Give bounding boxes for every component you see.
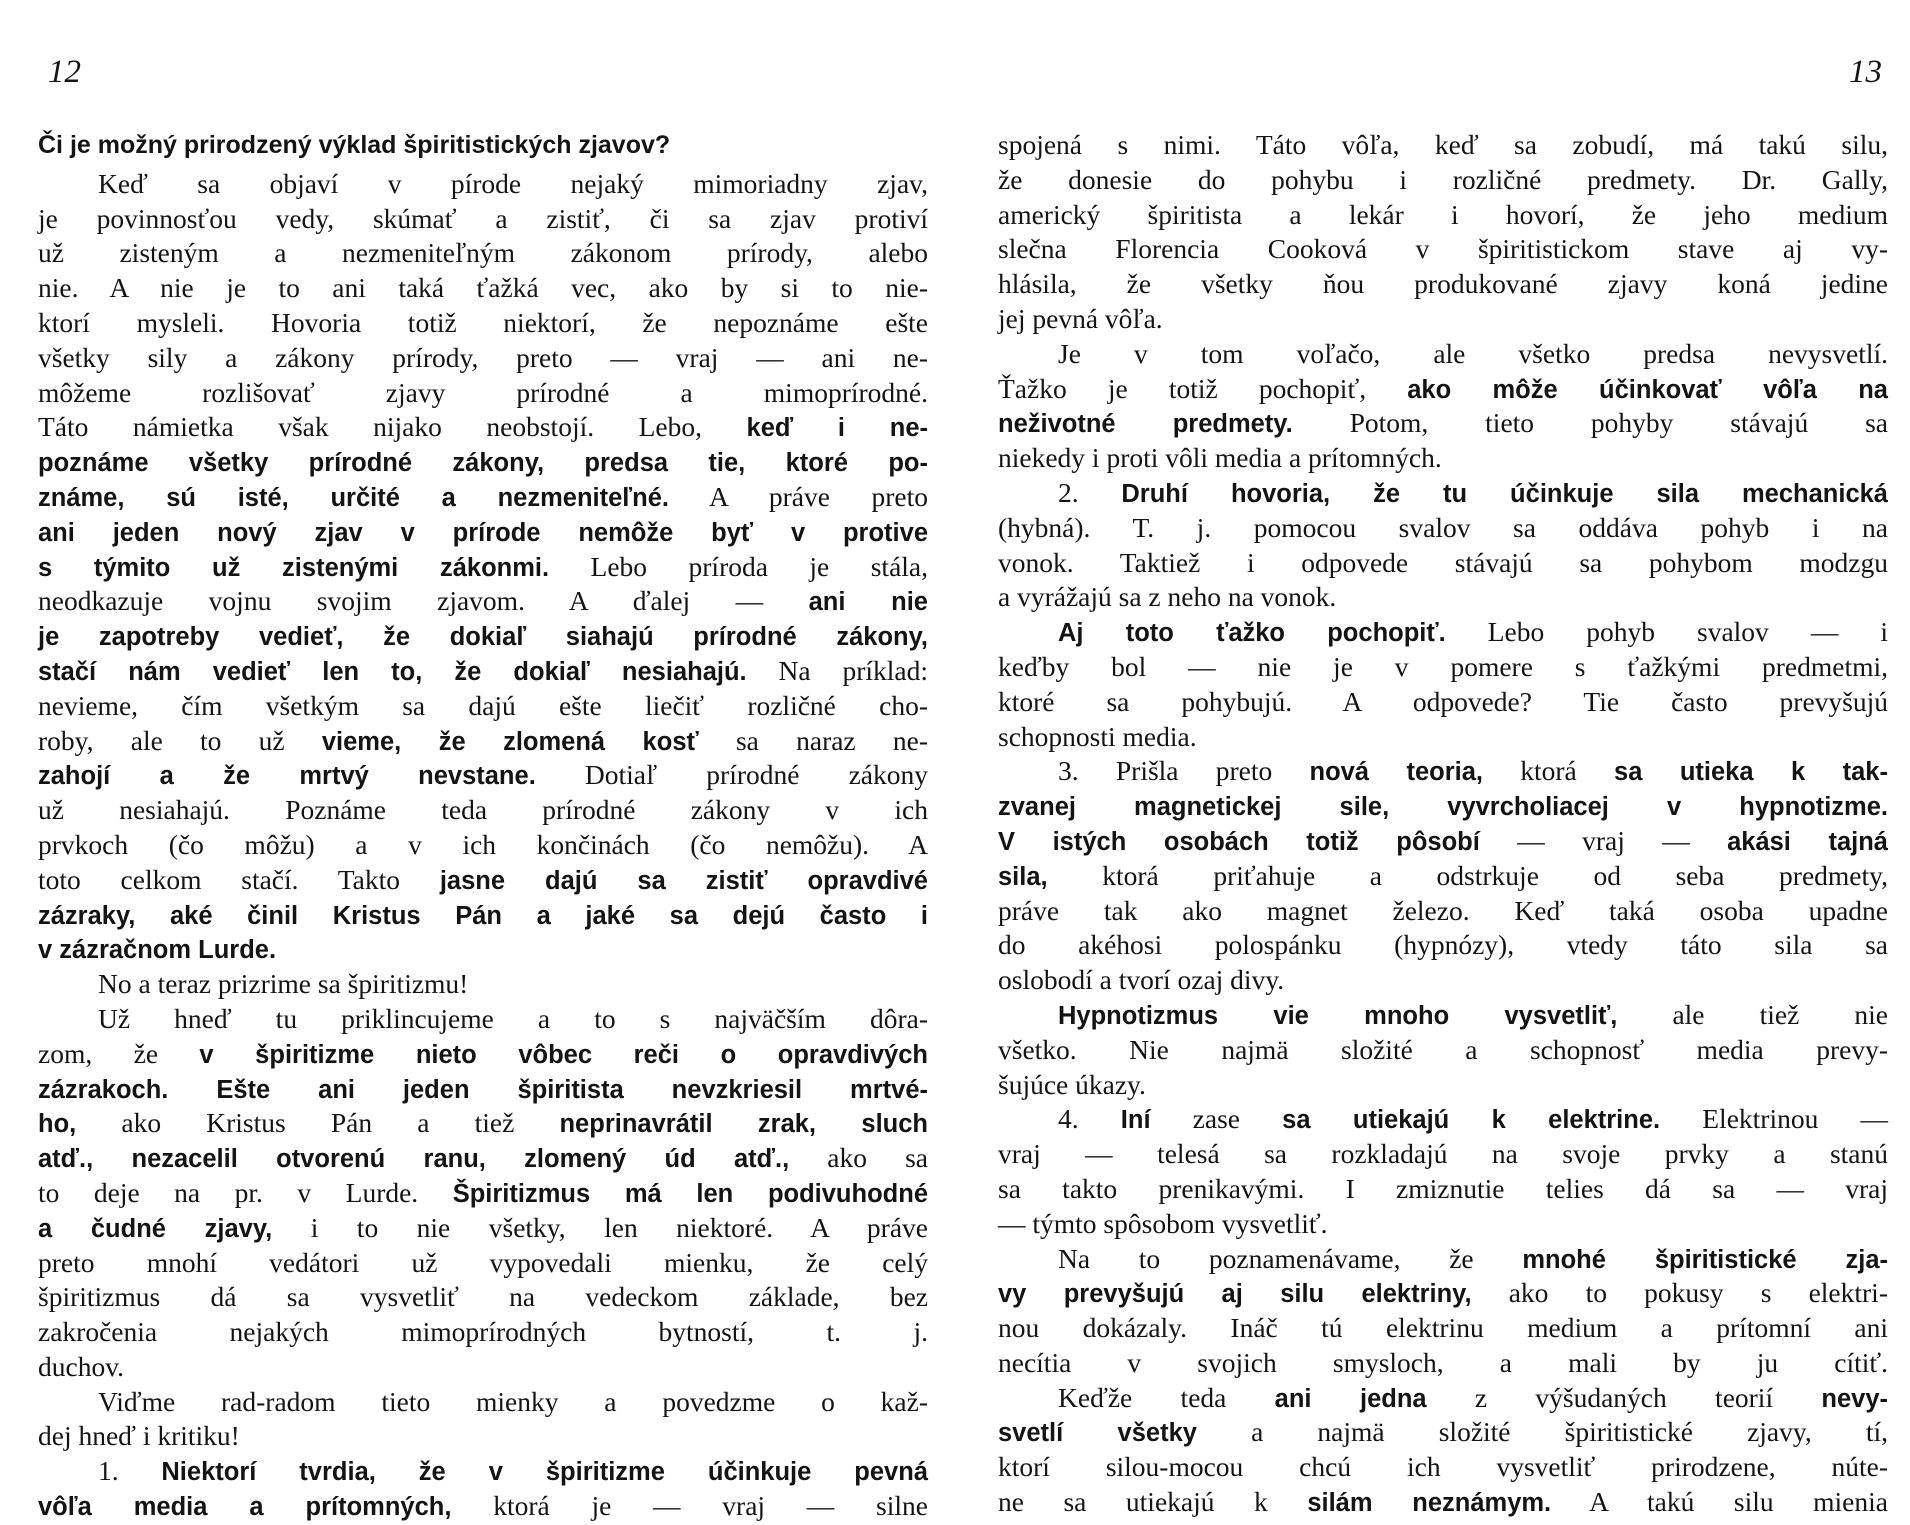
text-segment: ktorí mysleli. Hovoria totiž niektorí, že nepoznáme ešte xyxy=(38,306,928,338)
text-segment: zakročenia nejakých mimoprírodných bytností, t. j. xyxy=(38,1316,928,1348)
text-line xyxy=(998,1415,1888,1450)
right-text-lines xyxy=(998,128,1888,1520)
text-line xyxy=(998,859,1888,894)
text-segment: už nesiahajú. Poznáme teda prírodné zákony v ich xyxy=(38,794,928,826)
text-segment: Lebo pohyb svalov — i xyxy=(1445,616,1888,648)
right-page-text xyxy=(998,128,1888,1520)
text-line xyxy=(998,615,1888,650)
text-segment: je zapotreby vedieť, že dokiaľ siahajú prírodné zákony, xyxy=(38,623,928,652)
text-segment: nie. A nie je to ani taká ťažká vec, ako by si to nie- xyxy=(38,272,928,304)
text-line xyxy=(998,163,1888,198)
text-line xyxy=(38,1350,928,1385)
text-segment: Už hneď tu priklincujeme a to s najväčším dôra- xyxy=(98,1002,928,1034)
text-line xyxy=(998,1381,1888,1416)
text-segment: Aj toto ťažko pochopiť. xyxy=(1058,619,1446,648)
text-segment: toto celkom stačí. Takto xyxy=(38,863,440,895)
text-segment: keďby bol — nie je v pomere s ťažkými predmetmi, xyxy=(998,650,1888,682)
text-segment: sila, xyxy=(998,862,1048,891)
text-segment: zom, že xyxy=(38,1037,200,1069)
text-line xyxy=(38,376,928,411)
text-line xyxy=(38,967,928,1002)
text-line xyxy=(38,202,928,237)
text-line xyxy=(998,580,1888,615)
text-line xyxy=(998,232,1888,267)
text-line xyxy=(998,128,1888,163)
text-line xyxy=(998,1207,1888,1242)
text-line xyxy=(38,1454,928,1489)
text-segment: Iní xyxy=(1120,1106,1151,1135)
text-segment: V istých osobách totiž pôsobí xyxy=(998,827,1480,856)
text-segment: špiritizmus dá sa vysvetliť na vedeckom základe, bez xyxy=(38,1281,928,1313)
text-segment: Niektorí tvrdia, že v špiritizme účinkuje pevná xyxy=(161,1458,928,1487)
text-line xyxy=(998,1033,1888,1068)
text-segment: Potom, tieto pohyby stávajú sa xyxy=(1292,407,1888,439)
text-segment: prvkoch (čo môžu) a v ich končinách (čo nemôžu). A xyxy=(38,828,928,860)
text-line xyxy=(38,1419,928,1454)
text-segment: ktorí silou-mocou chcú ich vysvetliť prirodzene, núte- xyxy=(998,1451,1888,1483)
text-segment: slečna Florencia Cooková v špiritistickom stave aj vy- xyxy=(998,233,1888,265)
text-segment: — týmto spôsobom vysvetliť. xyxy=(998,1207,1328,1239)
text-line xyxy=(38,932,928,967)
left-page xyxy=(38,0,929,1522)
text-segment: ako sa xyxy=(789,1142,929,1174)
right-page xyxy=(998,0,1889,1518)
text-segment: do akéhosi polospánku (hypnózy), vtedy táto sila sa xyxy=(998,929,1888,961)
text-segment: A takú silu mienia xyxy=(1551,1486,1888,1518)
text-segment: atď., nezacelil otvorenú ranu, zlomený úd atď., xyxy=(38,1145,790,1174)
text-segment: ani nie xyxy=(808,588,928,617)
text-line xyxy=(38,410,928,445)
text-segment: neprinavrátil zrak, sluch xyxy=(559,1110,928,1139)
text-segment: Keď sa objaví v pírode nejaký mimoriadny zjav, xyxy=(98,167,928,199)
text-segment: ho, xyxy=(38,1110,77,1139)
left-page-text xyxy=(38,128,928,1524)
text-line xyxy=(38,1280,928,1315)
text-segment: preto mnohí vedátori už vypovedali mienku, že celý xyxy=(38,1246,928,1278)
text-line xyxy=(998,302,1888,337)
text-segment: dej hneď i kritiku! xyxy=(38,1420,240,1452)
text-segment: nová teoria, xyxy=(1309,758,1484,787)
text-segment: 4. xyxy=(1058,1103,1121,1135)
text-segment: hlásila, že všetky ňou produkované zjavy koná jedine xyxy=(998,268,1888,300)
text-line xyxy=(38,480,928,515)
text-segment: zázrakoch. Ešte ani jeden špiritista nevzkriesil mrtvé- xyxy=(38,1075,928,1104)
text-segment: z výšudaných teorií xyxy=(1426,1381,1822,1413)
text-line xyxy=(998,267,1888,302)
text-segment: jasne dajú sa zistiť opravdivé xyxy=(439,866,928,895)
text-line xyxy=(998,1068,1888,1103)
text-line xyxy=(38,793,928,828)
page-number: 12 xyxy=(48,54,81,90)
text-line xyxy=(998,720,1888,755)
text-segment: mnohé špiritistické zja- xyxy=(1522,1245,1888,1274)
text-segment: poznáme všetky prírodné zákony, predsa tie, ktoré po- xyxy=(38,449,928,478)
text-line xyxy=(998,1276,1888,1311)
text-line xyxy=(38,1315,928,1350)
text-segment: v špiritizme nieto vôbec reči o opravdivých xyxy=(199,1040,928,1069)
text-line xyxy=(998,824,1888,859)
text-segment: ako môže účinkovať vôľa na xyxy=(1407,375,1888,404)
text-segment: Viďme rad-radom tieto mienky a povedzme o kaž- xyxy=(98,1385,928,1417)
text-line xyxy=(998,1346,1888,1381)
text-line xyxy=(38,1141,928,1176)
text-line xyxy=(998,1137,1888,1172)
text-line xyxy=(38,1176,928,1211)
text-line xyxy=(38,898,928,933)
text-segment: ale tiež nie xyxy=(1617,998,1889,1030)
text-line xyxy=(998,1450,1888,1485)
text-line xyxy=(38,619,928,654)
text-line xyxy=(38,758,928,793)
text-line xyxy=(998,685,1888,720)
text-segment: oslobodí a tvorí ozaj divy. xyxy=(998,964,1285,996)
text-segment: ktorá priťahuje a odstrkuje od seba predmety, xyxy=(1047,859,1888,891)
text-line xyxy=(998,963,1888,998)
text-line xyxy=(38,1489,928,1524)
text-line xyxy=(38,828,928,863)
text-segment: Druhí hovoria, že tu účinkuje sila mechanická xyxy=(1121,479,1888,508)
text-segment: s týmito už zistenými zákonmi. xyxy=(38,553,550,582)
text-line xyxy=(38,1106,928,1141)
text-segment: Je v tom voľačo, ale všetko predsa nevysvetlí. xyxy=(1058,337,1888,369)
text-line xyxy=(998,1242,1888,1277)
text-line xyxy=(998,198,1888,233)
text-segment: je povinnosťou vedy, skúmať a zistiť, či sa zjav protiví xyxy=(38,202,928,234)
text-line xyxy=(998,476,1888,511)
text-segment: práve tak ako magnet železo. Keď taká osoba upadne xyxy=(998,894,1888,926)
text-segment: Lebo príroda je stála, xyxy=(549,550,928,582)
text-line xyxy=(998,337,1888,372)
text-segment: Táto námietka však nijako neobstojí. Lebo, xyxy=(38,411,747,443)
text-segment: akási tajná xyxy=(1727,827,1888,856)
text-segment: vôľa media a prítomných, xyxy=(38,1493,452,1522)
text-segment: že donesie do pohybu i rozličné predmety. Dr. Gally, xyxy=(998,163,1888,195)
text-segment: Ťažko je totiž pochopiť, xyxy=(998,372,1408,404)
text-segment: Hypnotizmus vie mnoho vysvetliť, xyxy=(1058,1001,1618,1030)
text-line xyxy=(998,546,1888,581)
text-segment: sa utieka k tak- xyxy=(1614,758,1888,787)
text-segment: sa takto prenikavými. I zmiznutie telies dá sa — vraj xyxy=(998,1172,1888,1204)
text-segment: sa naraz ne- xyxy=(698,724,928,756)
text-line xyxy=(38,1002,928,1037)
text-segment: ani jeden nový zjav v prírode nemôže byť v protive xyxy=(38,518,928,547)
text-line xyxy=(998,998,1888,1033)
text-segment: Elektrinou — xyxy=(1660,1103,1888,1135)
text-segment: ako to pokusy s elektri- xyxy=(1471,1277,1888,1309)
text-segment: všetko. Nie najmä složité a schopnosť media prevy- xyxy=(998,1033,1888,1065)
text-line xyxy=(38,167,928,202)
text-line xyxy=(38,1072,928,1107)
text-line xyxy=(38,271,928,306)
text-segment: to deje na pr. v Lurde. xyxy=(38,1176,453,1208)
text-line xyxy=(38,584,928,619)
text-segment: všetky sily a zákony prírody, preto — vraj — ani ne- xyxy=(38,341,928,373)
text-segment: zvanej magnetickej sile, vyvrcholiacej v hypnotizme. xyxy=(998,793,1888,822)
text-segment: niekedy i proti vôli media a prítomných. xyxy=(998,442,1442,474)
text-line xyxy=(998,789,1888,824)
text-segment: Na to poznamenávame, že xyxy=(1058,1242,1523,1274)
text-line xyxy=(38,341,928,376)
text-segment: ktoré sa pohybujú. A odpovede? Tie často prevyšujú xyxy=(998,685,1888,717)
text-line xyxy=(38,306,928,341)
text-segment: vonok. Taktiež i odpovede stávajú sa pohybom modzgu xyxy=(998,546,1888,578)
text-segment: Dotiaľ prírodné zákony xyxy=(535,759,928,791)
text-segment: 2. xyxy=(1058,476,1122,508)
text-segment: nou dokázaly. Ináč tú elektrinu medium a prítomní ani xyxy=(998,1312,1888,1344)
text-segment: neživotné predmety. xyxy=(998,410,1293,439)
text-segment: zase xyxy=(1150,1103,1283,1135)
text-line xyxy=(998,406,1888,441)
text-segment: svetlí všetky xyxy=(998,1419,1197,1448)
text-line xyxy=(998,372,1888,407)
left-text-lines xyxy=(38,167,928,1524)
text-line xyxy=(998,754,1888,789)
text-segment: ako Kristus Pán a tiež xyxy=(76,1107,560,1139)
text-line xyxy=(38,550,928,585)
text-line xyxy=(38,445,928,480)
text-segment: známe, sú isté, určité a nezmeniteľné. xyxy=(38,483,669,512)
text-line xyxy=(998,441,1888,476)
text-line xyxy=(998,1172,1888,1207)
text-line xyxy=(38,863,928,898)
text-line xyxy=(38,1385,928,1420)
text-segment: zázraky, aké činil Kristus Pán a jaké sa dejú často i xyxy=(38,901,928,930)
text-line xyxy=(998,511,1888,546)
text-segment: a čudné zjavy, xyxy=(38,1214,273,1243)
text-line xyxy=(998,1311,1888,1346)
text-segment: — vraj — xyxy=(1479,824,1728,856)
text-segment: neodkazuje vojnu svojim zjavom. A ďalej — xyxy=(38,585,809,617)
text-segment: silám neznámym. xyxy=(1307,1489,1552,1518)
text-segment: vy prevyšujú aj silu elektriny, xyxy=(998,1280,1472,1309)
text-segment: ktorá je — vraj — silne xyxy=(451,1490,928,1522)
text-segment: A práve preto xyxy=(668,480,928,512)
text-segment: stačí nám vedieť len to, že dokiaľ nesiahajú. xyxy=(38,657,747,686)
page-number: 13 xyxy=(1849,54,1882,90)
text-segment: roby, ale to už xyxy=(38,724,322,756)
text-segment: Na príklad: xyxy=(746,654,928,686)
text-segment: americký špiritista a lekár i hovorí, že jeho medium xyxy=(998,198,1888,230)
text-segment: (hybná). T. j. pomocou svalov sa oddáva pohyb i na xyxy=(998,511,1888,543)
text-segment: ktorá xyxy=(1483,755,1615,787)
text-segment: ne sa utiekajú k xyxy=(998,1486,1308,1518)
text-segment: keď i ne- xyxy=(746,414,928,443)
text-line xyxy=(38,1246,928,1281)
text-line xyxy=(38,724,928,759)
text-segment: už zisteným a nezmeniteľným zákonom prírody, alebo xyxy=(38,237,928,269)
text-segment: môžeme rozlišovať zjavy prírodné a mimoprírodné. xyxy=(38,376,928,408)
text-line xyxy=(38,689,928,724)
text-segment: vraj — telesá sa rozkladajú na svoje prvky a stanú xyxy=(998,1138,1888,1170)
text-segment: a vyrážajú sa z neho na vonok. xyxy=(998,581,1337,613)
text-line xyxy=(998,1485,1888,1520)
text-line xyxy=(38,1211,928,1246)
section-heading: Či je možný prirodzený výklad špiritistických zjavov? xyxy=(38,131,671,159)
text-segment: nevy- xyxy=(1821,1384,1889,1413)
text-line xyxy=(998,894,1888,929)
text-segment: schopnosti media. xyxy=(998,720,1197,752)
text-line xyxy=(998,1102,1888,1137)
text-segment: i to nie všetky, len niektoré. A práve xyxy=(272,1211,928,1243)
text-segment: No a teraz prizrime sa špiritizmu! xyxy=(98,968,469,1000)
text-segment: spojená s nimi. Táto vôľa, keď sa zobudí, má takú silu, xyxy=(998,129,1888,160)
text-segment: jej pevná vôľa. xyxy=(998,302,1163,334)
text-line xyxy=(38,515,928,550)
text-segment: nevieme, čím všetkým sa dajú ešte liečiť rozličné cho- xyxy=(38,689,928,721)
text-line xyxy=(38,654,928,689)
text-segment: sa utiekajú k elektrine. xyxy=(1282,1106,1661,1135)
text-segment: Keďže teda xyxy=(1058,1381,1275,1413)
text-segment: v zázračnom Lurde. xyxy=(38,936,277,965)
text-segment: zahojí a že mrtvý nevstane. xyxy=(38,762,536,791)
text-line xyxy=(38,1037,928,1072)
text-segment: 1. xyxy=(98,1455,162,1487)
text-segment: necítia v svojich smysloch, a mali by ju cítiť. xyxy=(998,1346,1888,1378)
text-line xyxy=(38,236,928,271)
text-segment: duchov. xyxy=(38,1350,125,1382)
text-segment: 3. Prišla preto xyxy=(1058,755,1310,787)
text-segment: vieme, že zlomená kosť xyxy=(321,727,699,756)
text-segment: šujúce úkazy. xyxy=(998,1068,1146,1100)
text-segment: Špiritizmus má len podivuhodné xyxy=(452,1179,929,1208)
text-line xyxy=(998,928,1888,963)
text-segment: ani jedna xyxy=(1274,1384,1427,1413)
text-line xyxy=(998,650,1888,685)
text-segment: a najmä složité špiritistické zjavy, tí, xyxy=(1196,1416,1888,1448)
